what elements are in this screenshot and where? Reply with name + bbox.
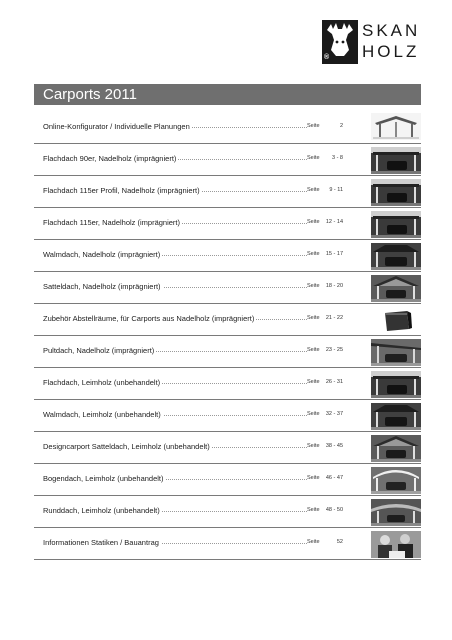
arched-roof-carport-thumbnail <box>371 467 421 494</box>
seite-label: Seite <box>307 283 320 289</box>
page-range: 9 - 11 <box>329 187 343 193</box>
seite-label: Seite <box>307 443 320 449</box>
hip-roof-carport-thumbnail <box>371 403 421 430</box>
page-range: 32 - 37 <box>325 411 343 417</box>
toc-entry-label: Bogendach, Leimholz (unbehandelt) <box>43 474 164 483</box>
toc-row[interactable] <box>34 400 421 432</box>
flat-roof-carport-thumbnail <box>371 211 421 238</box>
round-roof-carport-thumbnail <box>371 499 421 526</box>
seite-label: Seite <box>307 219 320 225</box>
toc-entry-label: Informationen Statiken / Bauantrag <box>43 538 159 547</box>
flat-roof-carport-thumbnail <box>371 371 421 398</box>
page-range: 52 <box>336 539 343 545</box>
seite-label: Seite <box>307 315 320 321</box>
storage-box-thumbnail <box>371 307 421 334</box>
gable-roof-carport-thumbnail <box>371 435 421 462</box>
toc-row[interactable] <box>34 496 421 528</box>
page-title-bar <box>34 84 421 105</box>
gable-roof-carport-thumbnail <box>371 275 421 302</box>
toc-entry-label: Flachdach 115er Profil, Nadelholz (imprägniert) <box>43 186 200 195</box>
toc-entry-label: Runddach, Leimholz (unbehandelt) <box>43 506 160 515</box>
page-range: 26 - 31 <box>325 379 343 385</box>
toc-entry-label: Satteldach, Nadelholz (imprägniert) <box>43 282 161 291</box>
toc-row[interactable] <box>34 176 421 208</box>
toc-entry-label: Designcarport Satteldach, Leimholz (unbehandelt) <box>43 442 210 451</box>
table-of-contents <box>34 112 421 560</box>
toc-row[interactable] <box>34 112 421 144</box>
seite-label: Seite <box>307 507 320 513</box>
people-photo-thumbnail <box>371 531 421 558</box>
toc-entry-label: Flachdach 90er, Nadelholz (imprägniert) <box>43 154 177 163</box>
toc-entry-label: Walmdach, Nadelholz (imprägniert) <box>43 250 161 259</box>
toc-row[interactable] <box>34 464 421 496</box>
registered-mark: ® <box>324 54 330 61</box>
seite-label: Seite <box>307 251 320 257</box>
toc-row[interactable] <box>34 208 421 240</box>
seite-label: Seite <box>307 187 320 193</box>
toc-entry-label: Online-Konfigurator / Individuelle Planungen <box>43 122 190 131</box>
page-range: 3 - 8 <box>331 155 343 161</box>
toc-entry-label: Flachdach 115er, Nadelholz (imprägniert) <box>43 218 181 227</box>
moose-head-icon <box>322 20 358 64</box>
seite-label: Seite <box>307 379 320 385</box>
flat-roof-carport-thumbnail <box>371 179 421 206</box>
toc-entry-label: Zubehör Abstellräume, für Carports aus Nadelholz (imprägniert) <box>43 314 255 323</box>
toc-entry-label: Walmdach, Leimholz (unbehandelt) <box>43 410 161 419</box>
page-range: 2 <box>339 123 343 129</box>
hip-roof-carport-thumbnail <box>371 243 421 270</box>
toc-row[interactable] <box>34 368 421 400</box>
seite-label: Seite <box>307 123 320 129</box>
toc-row[interactable] <box>34 528 421 560</box>
toc-row[interactable] <box>34 304 421 336</box>
seite-label: Seite <box>307 347 320 353</box>
seite-label: Seite <box>307 411 320 417</box>
page-range: 48 - 50 <box>325 507 343 513</box>
carport-sketch-thumbnail <box>371 113 421 141</box>
page-range: 12 - 14 <box>325 219 343 225</box>
mono-pitch-carport-thumbnail <box>371 339 421 366</box>
page-range: 15 - 17 <box>325 251 343 257</box>
page-title: Carports 2011 <box>43 86 137 103</box>
page-range: 46 - 47 <box>325 475 343 481</box>
toc-row[interactable] <box>34 336 421 368</box>
brand-name-line1: SKAN <box>362 21 421 40</box>
page-range: 38 - 45 <box>325 443 343 449</box>
seite-label: Seite <box>307 539 320 545</box>
brand-logo <box>322 20 426 64</box>
toc-entry-label: Pultdach, Nadelholz (imprägniert) <box>43 346 155 355</box>
brand-name-line2: HOLZ <box>362 42 420 61</box>
toc-row[interactable] <box>34 272 421 304</box>
toc-entry-label: Flachdach, Leimholz (unbehandelt) <box>43 378 161 387</box>
page-range: 18 - 20 <box>325 283 343 289</box>
page-range: 23 - 25 <box>325 347 343 353</box>
toc-row[interactable] <box>34 240 421 272</box>
flat-roof-carport-thumbnail <box>371 147 421 174</box>
seite-label: Seite <box>307 155 320 161</box>
page-range: 21 - 22 <box>325 315 343 321</box>
toc-row[interactable] <box>34 144 421 176</box>
toc-row[interactable] <box>34 432 421 464</box>
seite-label: Seite <box>307 475 320 481</box>
